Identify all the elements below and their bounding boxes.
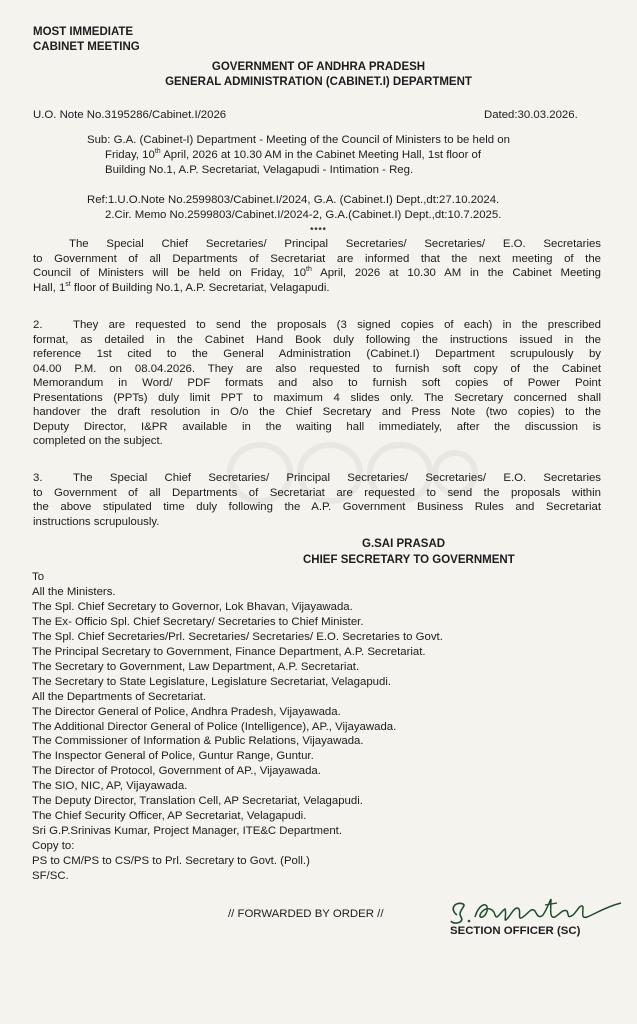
paragraph-2-number: 2. (33, 319, 43, 331)
note-date: Dated:30.03.2026. (484, 109, 578, 121)
recipient-item: The Director of Protocol, Government of AP., Vijayawada. (32, 765, 321, 778)
note-number: U.O. Note No.3195286/Cabinet.I/2026 (33, 109, 227, 121)
recipient-item: The Inspector General of Police, Guntur Range, Guntur. (32, 750, 314, 763)
paragraph-3 (33, 471, 601, 529)
recipient-item: All the Ministers. (32, 585, 116, 598)
para1-line: Council of Ministers will be held on Friday, 10th April, 2026 at 10.30 AM in the Cabinet Meeting (33, 266, 601, 279)
para2-line: Deputy Director, I&PR available in the waiting hall immediately, after the discussion is (33, 420, 601, 433)
government-title: GOVERNMENT OF ANDHRA PRADESH (211, 61, 426, 73)
recipient-item: The Spl. Chief Secretaries/Prl. Secretaries/ Secretaries/ E.O. Secretaries to Govt. (32, 630, 443, 643)
para3-line: instructions scrupulously. (33, 515, 160, 528)
copy-item: SF/SC. (32, 870, 69, 883)
reference-1: Ref:1.U.O.Note No.2599803/Cabinet.I/2024, G.A. (Cabinet.I) Dept.,dt:27.10.2024. (87, 194, 500, 206)
subject-line-1: Sub: G.A. (Cabinet-I) Department - Meeting of the Council of Ministers to be held on (87, 134, 510, 146)
meeting-type-label: CABINET MEETING (33, 41, 140, 53)
signatory-designation: CHIEF SECRETARY TO GOVERNMENT (303, 554, 515, 566)
para3-line: The Special Chief Secretaries/ Principal Secretaries/ Secretaries/ E.O. Secretaries (73, 472, 601, 484)
recipient-item: The Secretary to State Legislature, Legislature Secretariat, Velagapudi. (32, 675, 392, 688)
department-title: GENERAL ADMINISTRATION (CABINET.I) DEPARTMENT (165, 76, 472, 88)
recipient-item: The Principal Secretary to Government, Finance Department, A.P. Secretariat. (32, 645, 426, 658)
para1-line: to Government of all Departments of Secretariat are informed that the next meeting of the (33, 252, 601, 265)
recipient-item: Sri G.P.Srinivas Kumar, Project Manager, ITE&C Department. (32, 825, 342, 838)
para3-line: the above stipulated time duly following the A.P. Government Business Rules and Secretariat (33, 501, 601, 513)
recipient-item: The Spl. Chief Secretary to Governor, Lok Bhavan, Vijayawada. (32, 600, 353, 613)
para2-line: handover the draft resolution in O/o the Chief Secretary and Press Note (two copies) to the (33, 406, 601, 418)
para3-line: to Government of all Departments of Secretariat are requested to send the proposals within (33, 486, 601, 499)
para1-line: Hall, 1st floor of Building No.1, A.P. Secretariat, Velagapudi. (33, 280, 330, 294)
subject-line-2: Friday, 10th April, 2026 at 10.30 AM in the Cabinet Meeting Hall, 1st floor of (105, 148, 482, 161)
recipient-item: The Deputy Director, Translation Cell, AP Secretariat, Velagapudi. (32, 795, 363, 808)
copy-to-label: Copy to: (32, 840, 75, 853)
recipient-item: The Additional Director General of Police (Intelligence), AP., Vijayawada. (32, 720, 397, 733)
recipient-item: The Ex- Officio Spl. Chief Secretary/ Secretaries to Chief Minister. (32, 615, 364, 628)
paragraph-3-number: 3. (33, 472, 43, 484)
copy-item: PS to CM/PS to CS/PS to Prl. Secretary to Govt. (Poll.) (32, 855, 310, 868)
recipient-item: The Secretary to Government, Law Department, A.P. Secretariat. (32, 660, 360, 673)
para2-line: format, as detailed in the Cabinet Hand Book duly following the instructions issued in the (33, 333, 601, 346)
recipient-item: The SIO, NIC, AP, Vijayawada. (32, 780, 188, 793)
recipient-item: The Commissioner of Information & Public Relations, Vijayawada. (32, 735, 364, 748)
recipient-item: The Chief Security Officer, AP Secretariat, Velagapudi. (32, 810, 307, 823)
recipients-block (32, 570, 443, 884)
para2-line: completed on the subject. (33, 435, 163, 447)
para2-line: They are requested to send the proposals (3 signed copies of each) in the prescribed (73, 319, 601, 331)
paragraph-1 (33, 237, 601, 295)
separator-stars: **** (310, 226, 327, 235)
para1-line: The Special Chief Secretaries/ Principal Secretaries/ Secretaries/ E.O. Secretaries (69, 238, 601, 250)
forwarded-by-order: // FORWARDED BY ORDER // (228, 908, 384, 920)
reference-2: 2.Cir. Memo No.2599803/Cabinet.I/2024-2, G.A.(Cabinet.I) Dept.,dt:10.7.2025. (105, 209, 502, 221)
paragraph-2 (33, 318, 601, 449)
priority-label: MOST IMMEDIATE (33, 26, 134, 38)
para2-line: reference 1st cited to the General Administration (Cabinet.I) Department scrupulously by (33, 348, 601, 360)
section-officer-label: SECTION OFFICER (SC) (450, 925, 581, 937)
para2-line: Presentations (PPTs) duly limit PPT to maximum 4 slides only. The Secretary concerned shall (33, 391, 601, 404)
recipient-item: The Director General of Police, Andhra Pradesh, Vijayawada. (32, 705, 341, 718)
signatory-name: G.SAI PRASAD (362, 538, 446, 550)
para2-line: Memorandum in Word/ PDF formats and also to furnish soft copies of Power Point (33, 377, 601, 389)
recipient-item: All the Departments of Secretariat. (32, 690, 207, 703)
to-label: To (32, 571, 45, 583)
para2-line: 04.00 P.M. on 08.04.2026. They are also requested to furnish soft copy of the Cabinet (33, 362, 601, 375)
subject-line-3: Building No.1, A.P. Secretariat, Velagapudi - Intimation - Reg. (105, 164, 414, 176)
